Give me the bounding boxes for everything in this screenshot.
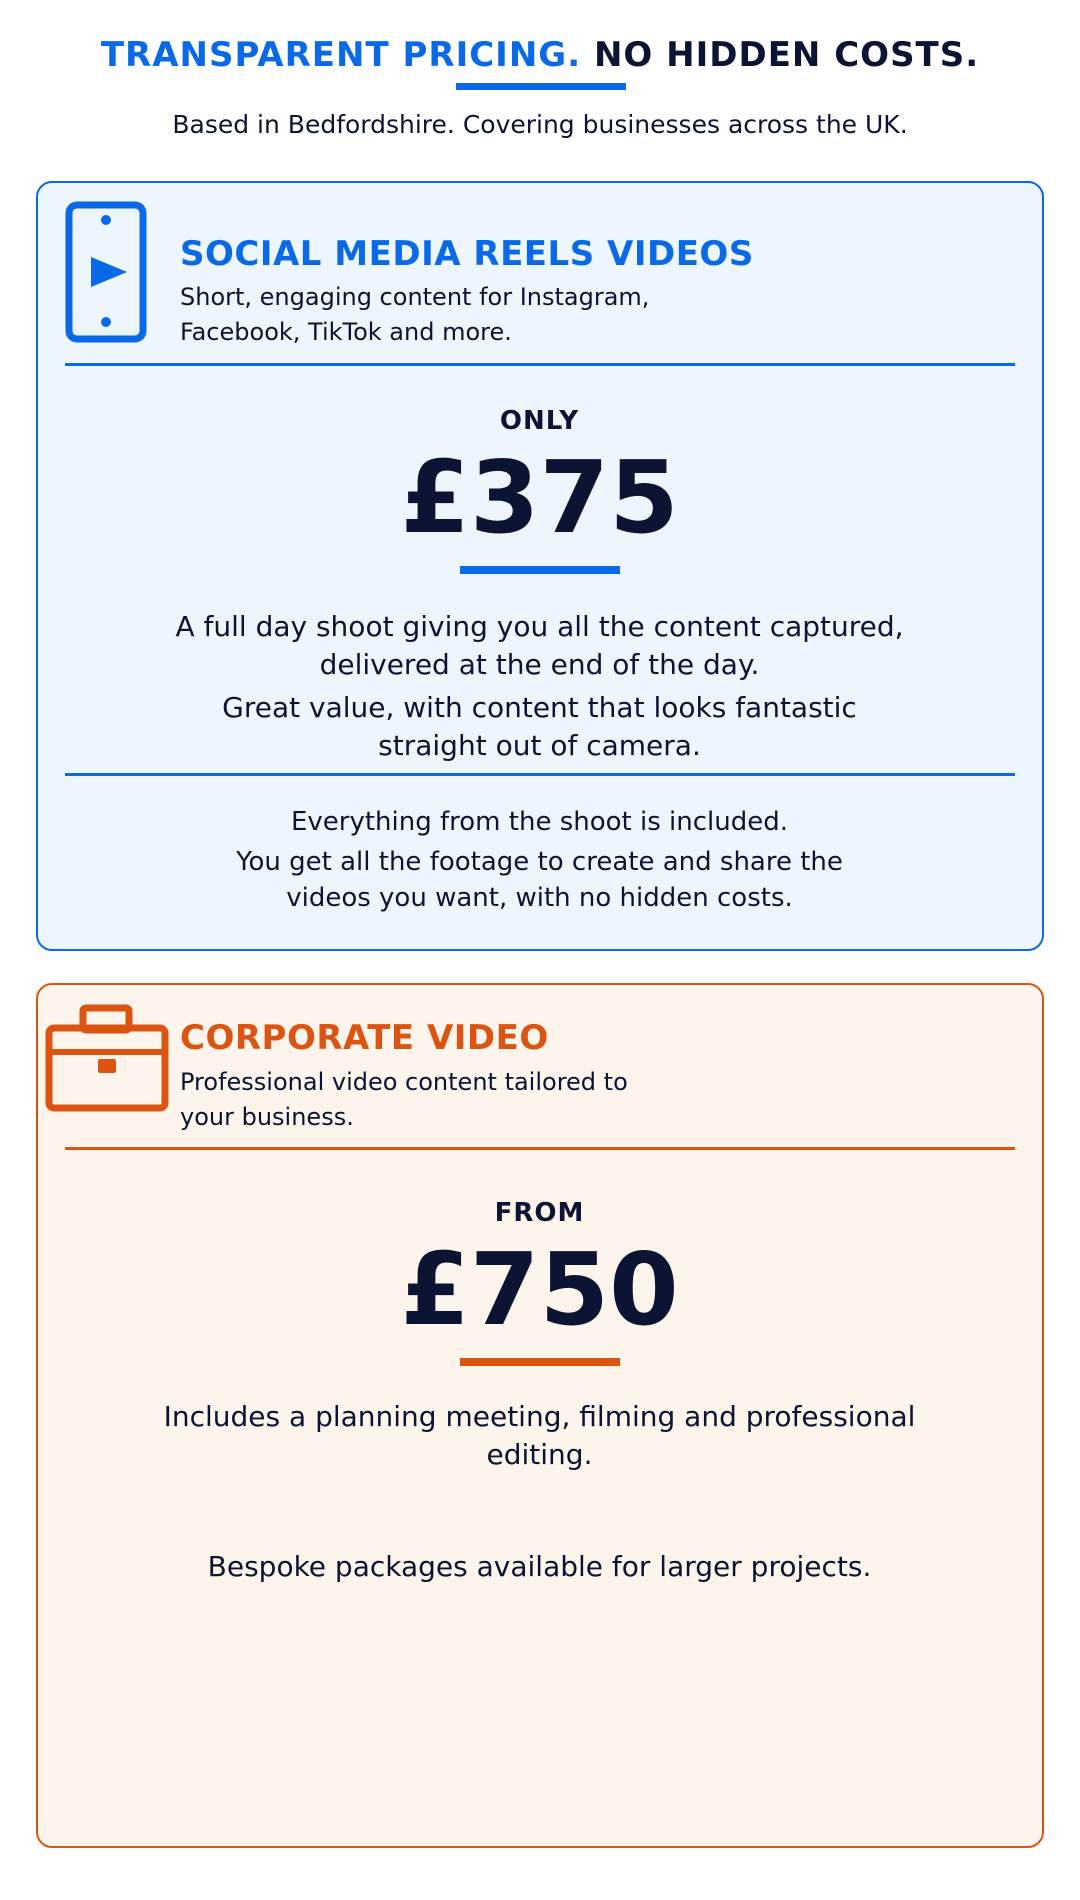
price-amount: £750 (400, 1231, 679, 1348)
page-headline (0, 34, 1080, 76)
card-body-text: A full day shoot giving you all the content captured, delivered at the end of the day. (175, 610, 904, 681)
card-note-text: You get all the footage to create and share the videos you want, with no hidden costs. (236, 847, 843, 913)
card-body-text: Bespoke packages available for larger projects. (207, 1550, 872, 1583)
price-prefix: ONLY (499, 406, 580, 436)
headline-dark: NO HIDDEN COSTS. (593, 35, 980, 75)
pricing-card-corporate-video (36, 983, 1044, 1848)
header-underline (456, 83, 626, 90)
card-body-text: Includes a planning meeting, filming and professional editing. (163, 1400, 916, 1471)
card-description: Professional video content tailored to your business. (180, 1068, 628, 1131)
price-amount: £375 (400, 439, 679, 556)
card-divider (65, 1147, 1015, 1150)
price-prefix: FROM (494, 1198, 585, 1228)
card-title: SOCIAL MEDIA REELS VIDEOS (180, 234, 754, 274)
card-note-text: Everything from the shoot is included. (290, 807, 789, 837)
price-underline (460, 566, 620, 574)
price-underline (460, 1358, 620, 1366)
card-divider (65, 363, 1015, 366)
card-divider (65, 773, 1015, 776)
card-title: CORPORATE VIDEO (180, 1018, 549, 1058)
card-body-text: Great value, with content that looks fantastic straight out of camera. (222, 691, 857, 762)
briefcase-icon (45, 1004, 169, 1116)
page-subheading: Based in Bedfordshire. Covering businesses across the UK. (172, 110, 908, 139)
phone-play-icon (65, 201, 147, 347)
headline-accent: TRANSPARENT PRICING. (100, 35, 582, 75)
card-description: Short, engaging content for Instagram, Facebook, TikTok and more. (180, 283, 650, 346)
pricing-card-social-reels (36, 181, 1044, 951)
